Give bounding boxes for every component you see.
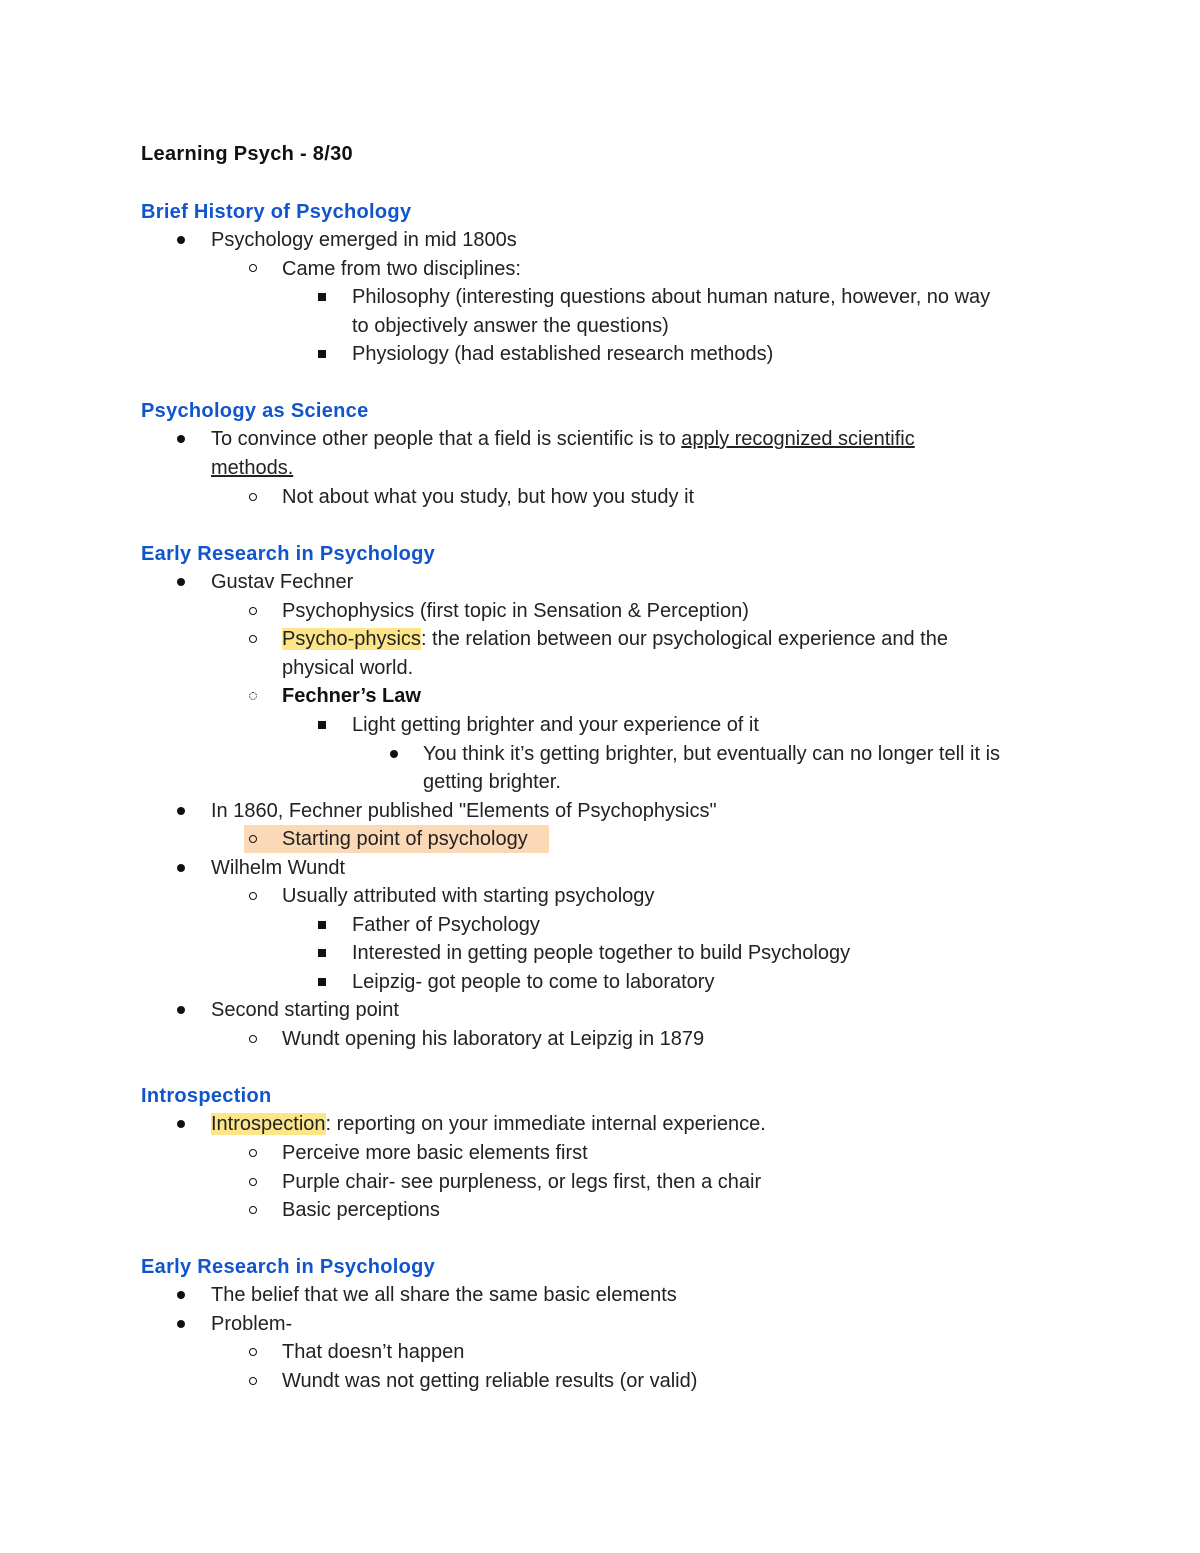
item-text: : reporting on your immediate internal experience. (325, 1113, 766, 1135)
bullet-circle (249, 892, 257, 900)
list-item (211, 425, 915, 453)
list-item: You think it’s getting brighter, but eventually can no longer tell it is (423, 743, 1001, 765)
bullet-square (318, 978, 326, 986)
list-item: Physiology (had established research methods) (352, 343, 774, 365)
bullet-circle (249, 1348, 257, 1356)
list-item: Wundt opening his laboratory at Leipzig in 1879 (282, 1028, 705, 1050)
highlighted-term: Psycho-physics (282, 628, 421, 650)
list-item: Psychophysics (first topic in Sensation & Perception) (282, 600, 749, 622)
list-item: Father of Psychology (352, 914, 540, 936)
highlighted-term: Introspection (211, 1113, 326, 1135)
bullet-disc (177, 1006, 185, 1014)
bullet-square (318, 350, 326, 358)
bullet-circle (249, 493, 257, 501)
list-item: That doesn’t happen (282, 1341, 465, 1363)
list-item: Basic perceptions (282, 1199, 440, 1221)
list-item: Problem- (211, 1313, 293, 1335)
bullet-disc (177, 807, 185, 815)
bullet-circle-dotted (249, 692, 257, 700)
list-item: In 1860, Fechner published "Elements of Psychophysics" (211, 800, 717, 822)
list-item: Wilhelm Wundt (211, 857, 346, 879)
list-item: Interested in getting people together to build Psychology (352, 942, 851, 964)
list-item: Light getting brighter and your experience of it (352, 714, 759, 736)
bullet-disc (177, 236, 185, 244)
list-item: Philosophy (interesting questions about human nature, however, no way (352, 286, 991, 308)
list-item: Came from two disciplines: (282, 258, 521, 280)
underlined-text-continued: methods. (211, 457, 294, 479)
list-item: Second starting point (211, 999, 399, 1021)
section-heading-history: Brief History of Psychology (141, 201, 412, 223)
list-item: Psychology emerged in mid 1800s (211, 229, 517, 251)
bullet-disc (177, 864, 185, 872)
list-item: The belief that we all share the same basic elements (211, 1284, 677, 1306)
underlined-text: apply recognized scientific (681, 428, 915, 450)
bullet-square (318, 721, 326, 729)
list-item: Wundt was not getting reliable results (or valid) (282, 1370, 698, 1392)
bullet-disc (177, 1291, 185, 1299)
bullet-square (318, 921, 326, 929)
bullet-disc (177, 578, 185, 586)
list-item (211, 1110, 766, 1138)
list-item-continued: getting brighter. (423, 771, 561, 793)
list-item: Starting point of psychology (282, 828, 528, 850)
bullet-circle (249, 1149, 257, 1157)
section-heading-early-research-2: Early Research in Psychology (141, 1256, 436, 1278)
bullet-disc (390, 750, 398, 758)
list-item-continued: physical world. (282, 657, 414, 679)
section-heading-science: Psychology as Science (141, 400, 369, 422)
item-text: To convince other people that a field is scientific is to (211, 428, 682, 450)
bullet-circle (249, 835, 257, 843)
bullet-square (318, 949, 326, 957)
bullet-circle (249, 1206, 257, 1214)
bullet-circle (249, 1178, 257, 1186)
list-item: Not about what you study, but how you study it (282, 486, 695, 508)
bullet-disc (177, 1320, 185, 1328)
list-item-continued: to objectively answer the questions) (352, 315, 669, 337)
bullet-square (318, 293, 326, 301)
item-text: : the relation between our psychological experience and the (420, 628, 948, 650)
bullet-disc (177, 1120, 185, 1128)
document-title: Learning Psych - 8/30 (141, 143, 353, 165)
list-item: Gustav Fechner (211, 571, 354, 593)
list-item: Purple chair- see purpleness, or legs first, then a chair (282, 1171, 762, 1193)
bullet-circle (249, 607, 257, 615)
bullet-circle (249, 264, 257, 272)
list-item: Perceive more basic elements first (282, 1142, 588, 1164)
list-item (282, 625, 948, 653)
section-heading-introspection: Introspection (141, 1085, 272, 1107)
list-item-bold: Fechner’s Law (282, 685, 421, 707)
bullet-circle (249, 1377, 257, 1385)
bullet-circle (249, 1035, 257, 1043)
list-item: Leipzig- got people to come to laboratory (352, 971, 715, 993)
section-heading-early-research: Early Research in Psychology (141, 543, 436, 565)
bullet-disc (177, 435, 185, 443)
list-item: Usually attributed with starting psychology (282, 885, 655, 907)
bullet-circle (249, 635, 257, 643)
